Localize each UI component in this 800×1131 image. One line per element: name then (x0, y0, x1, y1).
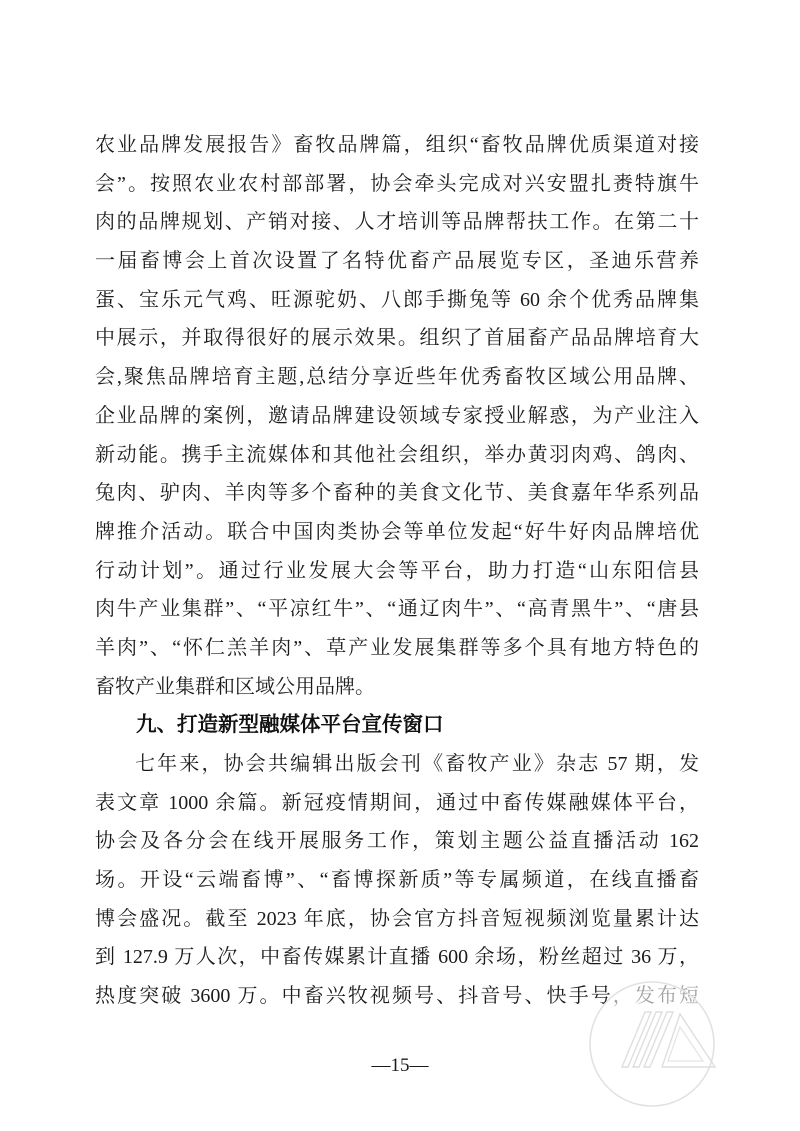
text-line: 肉牛产业集群”、“平凉红牛”、“通辽肉牛”、“高青黑牛”、“唐县 (95, 598, 699, 621)
text-line: 博会盛况。截至 2023 年底，协会官方抖音短视频浏览量累计达 (95, 907, 699, 930)
text-line-segment-faded: ，发布短 (612, 985, 699, 1008)
text-line: 会,聚焦品牌培育主题,总结分享近些年优秀畜牧区域公用品牌、 (95, 366, 699, 389)
text-line (95, 977, 699, 1016)
text-line: 表文章 1000 余篇。新冠疫情期间，通过中畜传媒融媒体平台， (95, 791, 699, 814)
text-line: 行动计划”。通过行业发展大会等平台，助力打造“山东阳信县 (95, 559, 699, 582)
text-line: 兔肉、驴肉、羊肉等多个畜种的美食文化节、美食嘉年华系列品 (95, 482, 699, 505)
text-block (95, 126, 699, 1016)
text-line: 畜牧产业集群和区域公用品牌。 (95, 675, 375, 698)
text-line: 羊肉”、“怀仁羔羊肉”、草产业发展集群等多个具有地方特色的 (95, 636, 699, 659)
text-line: 协会及各分会在线开展服务工作，策划主题公益直播活动 162 (95, 830, 699, 853)
text-line: 中展示，并取得很好的展示效果。组织了首届畜产品品牌培育大 (95, 327, 699, 350)
text-line: 肉的品牌规划、产销对接、人才培训等品牌帮扶工作。在第二十 (95, 211, 699, 234)
text-line: 到 127.9 万人次，中畜传媒累计直播 600 余场，粉丝超过 36 万， (95, 946, 699, 969)
text-line-segment: 热度突破 3600 万。中畜兴牧视频号、抖音号、快手号 (95, 985, 613, 1008)
text-line: 牌推介活动。联合中国肉类协会等单位发起“好牛好肉品牌培优 (95, 520, 699, 543)
text-line: 会”。按照农业农村部部署，协会牵头完成对兴安盟扎赉特旗牛 (95, 172, 699, 195)
section-heading: 九、打造新型融媒体平台宣传窗口 (136, 713, 444, 737)
text-line: 一届畜博会上首次设置了名特优畜产品展览专区，圣迪乐营养 (95, 250, 699, 273)
text-line: 蛋、宝乐元气鸡、旺源驼奶、八郎手撕兔等 60 余个优秀品牌集 (95, 288, 699, 311)
text-line: 新动能。携手主流媒体和其他社会组织，举办黄羽肉鸡、鸽肉、 (95, 443, 699, 466)
page-number: —15— (371, 1055, 429, 1076)
text-line: 企业品牌的案例，邀请品牌建设领域专家授业解惑，为产业注入 (95, 404, 699, 427)
text-line: 七年来，协会共编辑出版会刊《畜牧产业》杂志 57 期，发 (135, 753, 699, 775)
text-line: 农业品牌发展报告》畜牧品牌篇，组织“畜牧品牌优质渠道对接 (95, 134, 699, 156)
text-line: 场。开设“云端畜博”、“畜博探新质”等专属频道，在线直播畜 (95, 869, 699, 892)
